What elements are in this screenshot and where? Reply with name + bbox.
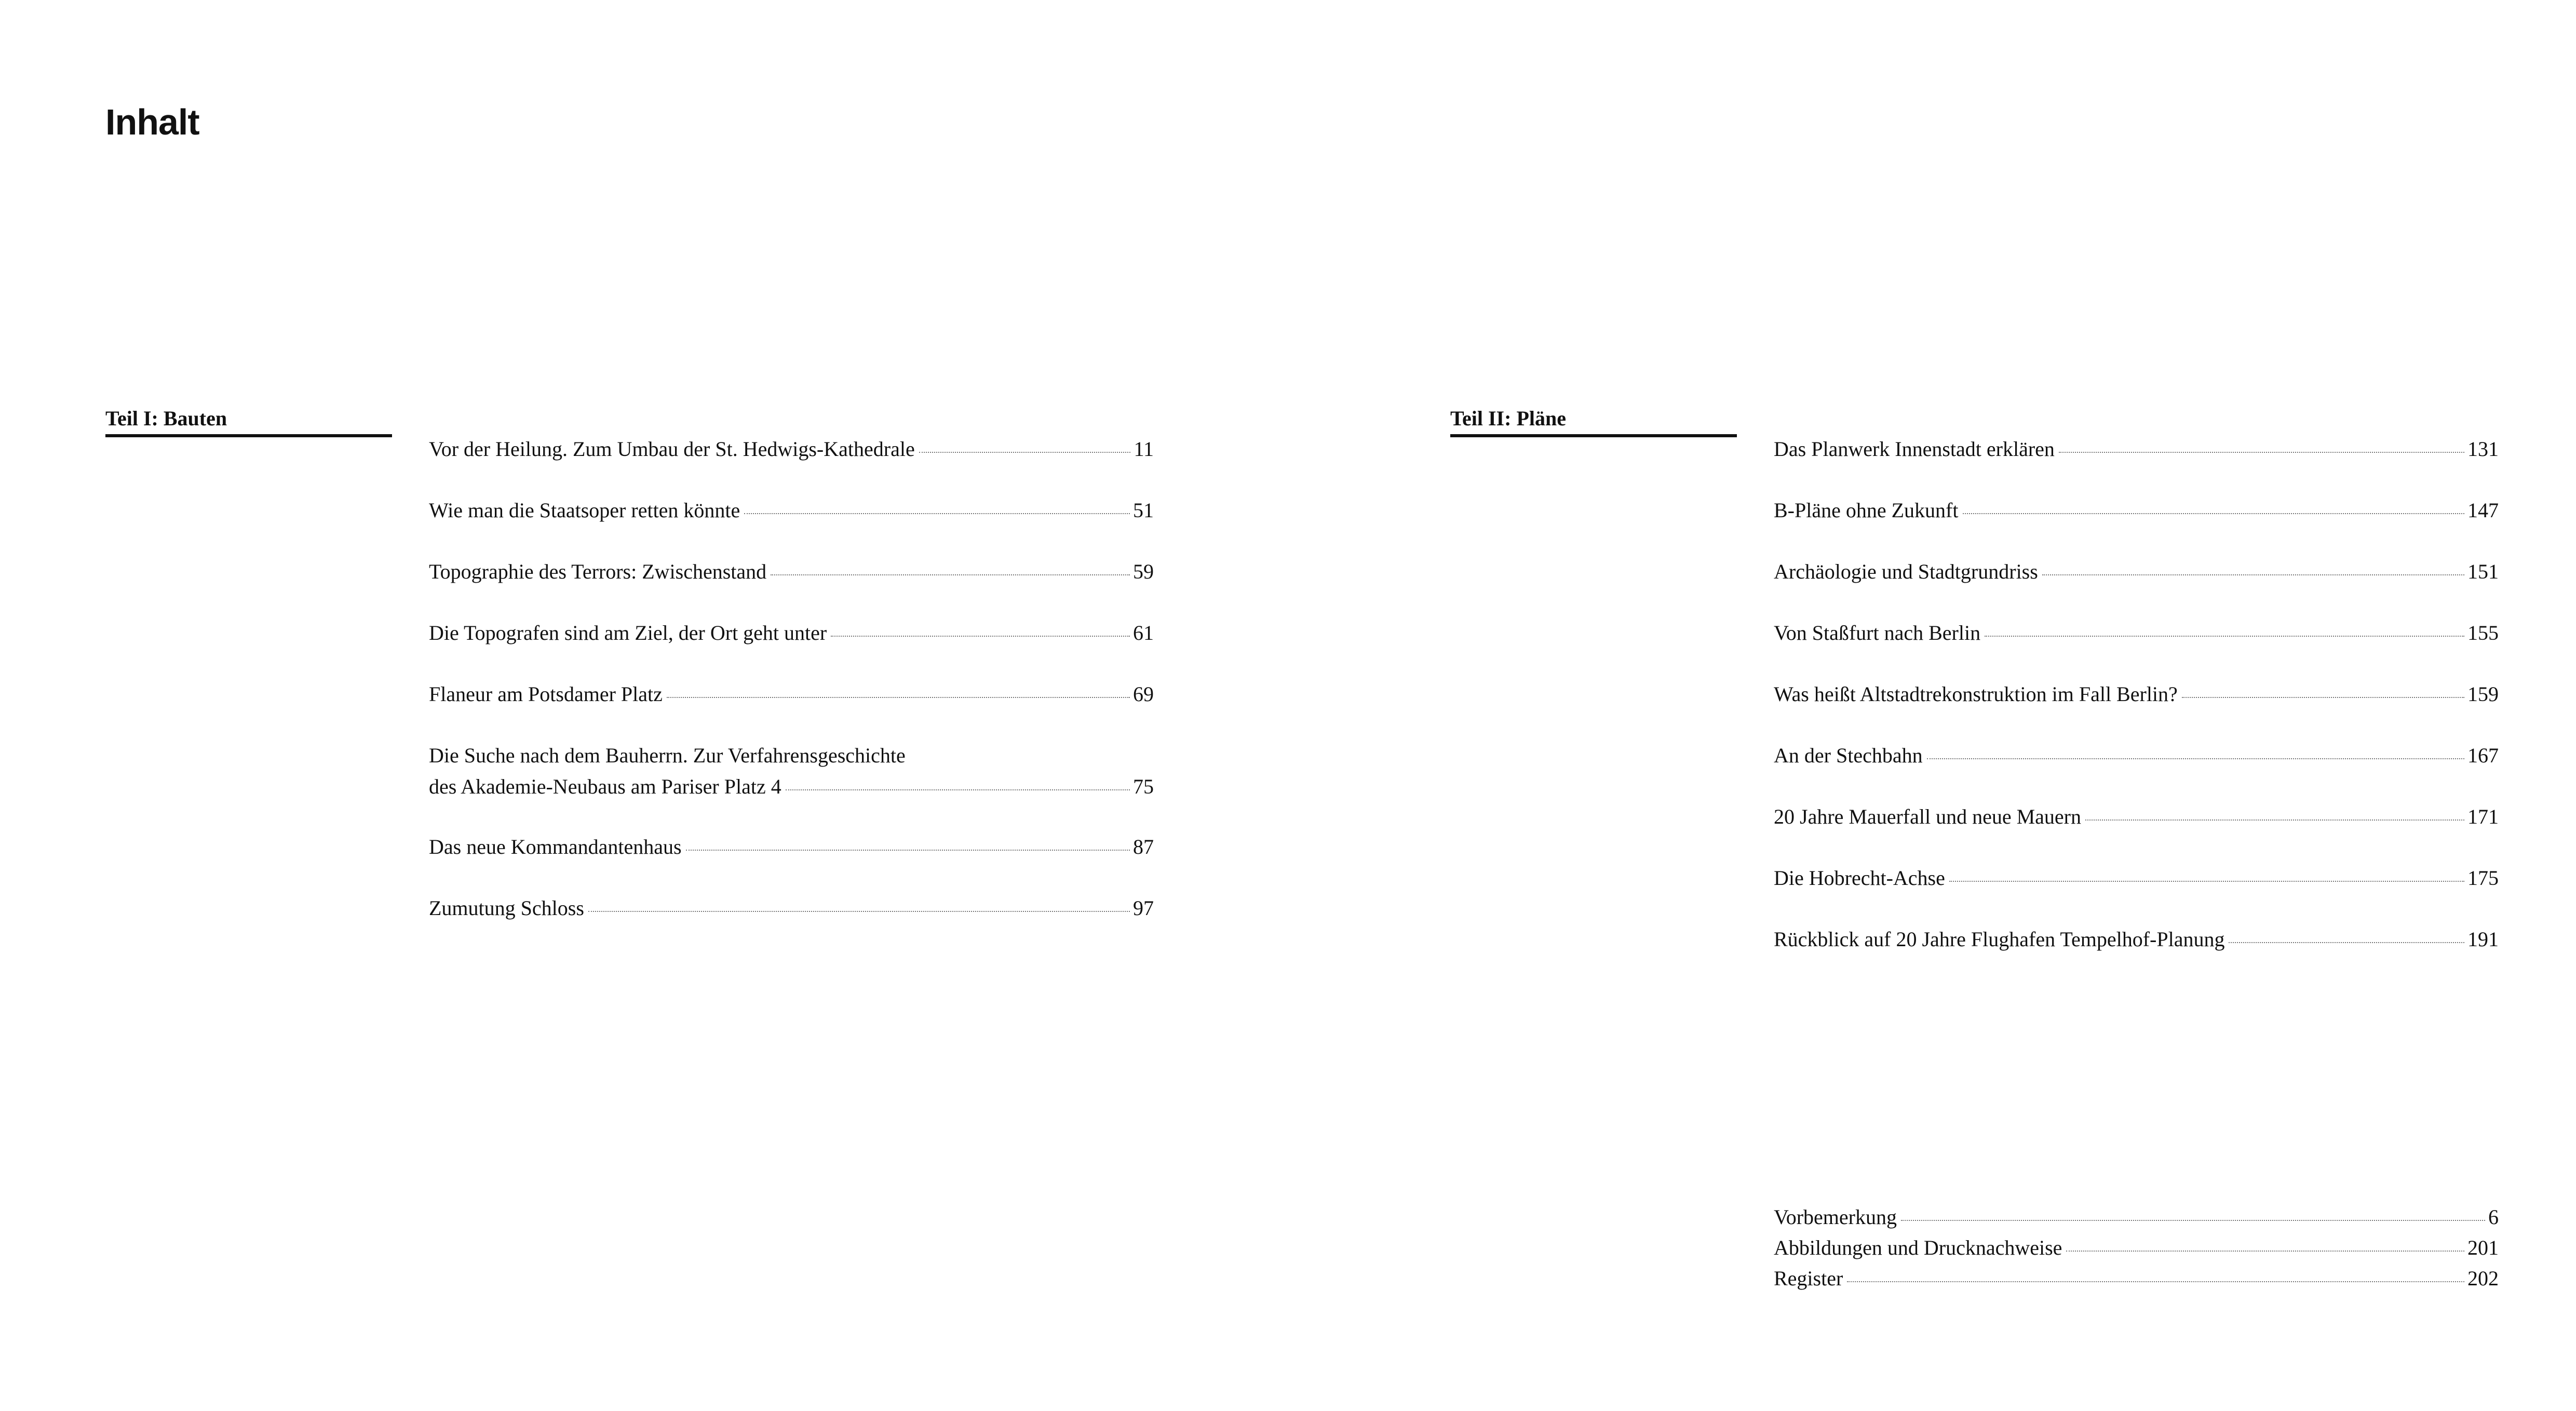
entry-title: Rückblick auf 20 Jahre Flughafen Tempelhof-Planung [1774, 928, 2225, 951]
entry-title: Vorbemerkung [1774, 1205, 1897, 1229]
toc-entry [1774, 801, 2499, 863]
entry-title: An der Stechbahn [1774, 744, 1923, 767]
entry-page-number: 51 [1133, 499, 1154, 522]
entry-page-number: 171 [2467, 805, 2499, 828]
entry-title: Die Topografen sind am Ziel, der Ort geht unter [429, 621, 827, 644]
entry-title-line-2: des Akademie-Neubaus am Pariser Platz 4 [429, 775, 781, 798]
part-1-heading: Teil I: Bauten [105, 403, 392, 437]
toc-entry [1774, 495, 2499, 556]
toc-entry [429, 434, 1154, 495]
toc-entry [429, 495, 1154, 556]
dot-leader [744, 513, 1130, 514]
toc-entry [1774, 863, 2499, 924]
dot-leader [2182, 697, 2464, 698]
toc-entry [429, 740, 1154, 831]
toc-list-appendix [1774, 1202, 2499, 1294]
dot-leader [1963, 513, 2465, 514]
toc-entry [429, 556, 1154, 617]
toc-entry [429, 831, 1154, 893]
entry-title: 20 Jahre Mauerfall und neue Mauern [1774, 805, 2081, 828]
entry-title: Zumutung Schloss [429, 896, 584, 920]
entry-page-number: 202 [2467, 1267, 2499, 1290]
entry-page-number: 11 [1134, 437, 1154, 461]
dot-leader [686, 850, 1130, 851]
dot-leader [667, 697, 1130, 698]
toc-entry [1774, 740, 2499, 801]
entry-title: Vor der Heilung. Zum Umbau der St. Hedwigs-Kathedrale [429, 437, 915, 461]
entry-title-line-1: Die Suche nach dem Bauherrn. Zur Verfahrensgeschichte [429, 744, 906, 767]
dot-leader [1949, 881, 2464, 882]
entry-title: Das neue Kommandantenhaus [429, 835, 682, 858]
entry-title: Register [1774, 1267, 1843, 1290]
entry-page-number: 159 [2467, 682, 2499, 706]
entry-page-number: 6 [2488, 1205, 2499, 1229]
entry-page-number: 147 [2467, 499, 2499, 522]
dot-leader [1985, 636, 2464, 637]
entry-page-number: 75 [1133, 775, 1154, 798]
dot-leader [786, 789, 1130, 790]
toc-entry [1774, 434, 2499, 495]
entry-page-number: 69 [1133, 682, 1154, 706]
toc-list-part-1 [429, 434, 1154, 954]
entry-title: Flaneur am Potsdamer Platz [429, 682, 663, 706]
dot-leader [2059, 452, 2464, 453]
dot-leader [2229, 942, 2464, 943]
entry-page-number: 201 [2467, 1236, 2499, 1259]
dot-leader [1847, 1281, 2464, 1282]
part-2-heading: Teil II: Pläne [1450, 403, 1737, 437]
entry-page-number: 175 [2467, 866, 2499, 890]
dot-leader [1927, 758, 2464, 759]
entry-page-number: 191 [2467, 928, 2499, 951]
entry-title: Wie man die Staatsoper retten könnte [429, 499, 740, 522]
entry-page-number: 97 [1133, 896, 1154, 920]
entry-title: Die Hobrecht-Achse [1774, 866, 1945, 890]
entry-page-number: 151 [2467, 560, 2499, 583]
toc-entry [1774, 1263, 2499, 1294]
toc-list-part-2 [1774, 434, 2499, 985]
dot-leader [1901, 1220, 2485, 1221]
toc-entry [1774, 924, 2499, 985]
dot-leader [771, 574, 1130, 575]
dot-leader [831, 636, 1130, 637]
page-title: Inhalt [105, 102, 199, 142]
entry-title: Archäologie und Stadtgrundriss [1774, 560, 2038, 583]
entry-page-number: 131 [2467, 437, 2499, 461]
toc-entry [429, 679, 1154, 740]
dot-leader [2042, 574, 2464, 575]
entry-page-number: 87 [1133, 835, 1154, 858]
dot-leader [588, 911, 1130, 912]
entry-title: B-Pläne ohne Zukunft [1774, 499, 1959, 522]
toc-entry [1774, 1202, 2499, 1232]
toc-entry [1774, 556, 2499, 617]
dot-leader [2085, 819, 2464, 821]
entry-page-number: 59 [1133, 560, 1154, 583]
entry-title: Abbildungen und Drucknachweise [1774, 1236, 2062, 1259]
entry-page-number: 61 [1133, 621, 1154, 644]
toc-entry [1774, 617, 2499, 679]
toc-entry [429, 893, 1154, 954]
entry-page-number: 155 [2467, 621, 2499, 644]
entry-title: Von Staßfurt nach Berlin [1774, 621, 1981, 644]
entry-page-number: 167 [2467, 744, 2499, 767]
dot-leader [2066, 1251, 2464, 1252]
toc-entry [429, 617, 1154, 679]
entry-title: Was heißt Altstadtrekonstruktion im Fall Berlin? [1774, 682, 2178, 706]
dot-leader [919, 452, 1131, 453]
toc-entry [1774, 1232, 2499, 1263]
entry-title: Topographie des Terrors: Zwischenstand [429, 560, 767, 583]
entry-title: Das Planwerk Innenstadt erklären [1774, 437, 2055, 461]
toc-entry [1774, 679, 2499, 740]
